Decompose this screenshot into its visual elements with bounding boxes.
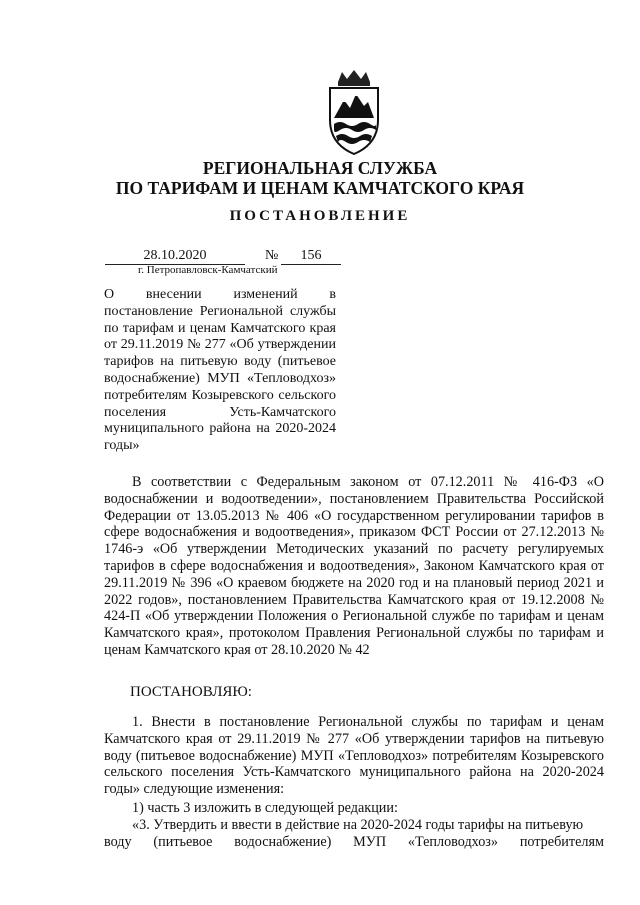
item-1-paragraph: 1. Внести в постановление Региональной службы по тарифам и ценам Камчатского края от 29.11.2019 № 277 «Об утверждении тарифов на питьевую воду (питьевое водоснабжение) МУП «Тепловодхоз» потребителям Козыревского сельского поселения Усть-Камчатского муниципального района на 2020-2024 годы» следующие изменения:: [104, 714, 604, 798]
document-subject: О внесении изменений в постановление Региональной службы по тарифам и ценам Камчатского края от 29.11.2019 № 277 «Об утверждении тарифов на питьевую воду (питьевое водоснабжение) МУП «Тепловодхоз» потребителям Козыревского сельского поселения Усть-Камчатского муниципального района на 2020-2024 годы»: [104, 287, 336, 454]
item-1-subitem-1: 1) часть 3 изложить в следующей редакции:: [132, 800, 398, 816]
decree-word: ПОСТАНОВЛЯЮ:: [130, 684, 252, 700]
kamchatka-coat-of-arms: [316, 68, 392, 158]
last-line-word: потребителям: [519, 834, 604, 850]
last-line-word: (питьевое: [153, 834, 213, 850]
document-city: г. Петропавловск-Камчатский: [138, 264, 278, 276]
document-number: 156: [281, 248, 341, 265]
org-name-line2: ПО ТАРИФАМ И ЦЕНАМ КАМЧАТСКОГО КРАЯ: [115, 178, 525, 198]
document-type-title: ПОСТАНОВЛЕНИЕ: [229, 208, 411, 224]
last-line-word: «Тепловодхоз»: [407, 834, 499, 850]
last-line-word: МУП: [353, 834, 387, 850]
document-date: 28.10.2020: [105, 248, 245, 265]
org-name-line1: РЕГИОНАЛЬНАЯ СЛУЖБА: [202, 158, 438, 178]
number-sign: №: [265, 248, 279, 263]
last-line: [104, 834, 604, 851]
preamble-paragraph: В соответствии с Федеральным законом от 07.12.2011 № 416-ФЗ «О водоснабжении и водоотведении», постановлением Правительства Российской Федерации от 13.05.2013 № 406 «О государственном регулировании тарифов в сфере водоснабжения и водоотведения», приказом ФСТ России от 27.12.2013 № 1746-э «Об утверждении Методических указаний по расчету регулируемых тарифов в сфере водоснабжения и водоотведения», Законом Камчатского края от 29.11.2019 № 396 «О краевом бюджете на 2020 год и на плановый период 2021 и 2022 годов», постановлением Правительства Камчатского края от 19.12.2008 № 424-П «Об утверждении Положения о Региональной службе по тарифам и ценам Камчатского края», протоколом Правления Региональной службы по тарифам и ценам Камчатского края от 28.10.2020 № 42: [104, 474, 604, 658]
last-line-word: воду: [104, 834, 132, 850]
quoted-part-3-start: «3. Утвердить и ввести в действие на 2020-2024 годы тарифы на питьевую: [132, 817, 584, 833]
last-line-word: водоснабжение): [234, 834, 332, 850]
